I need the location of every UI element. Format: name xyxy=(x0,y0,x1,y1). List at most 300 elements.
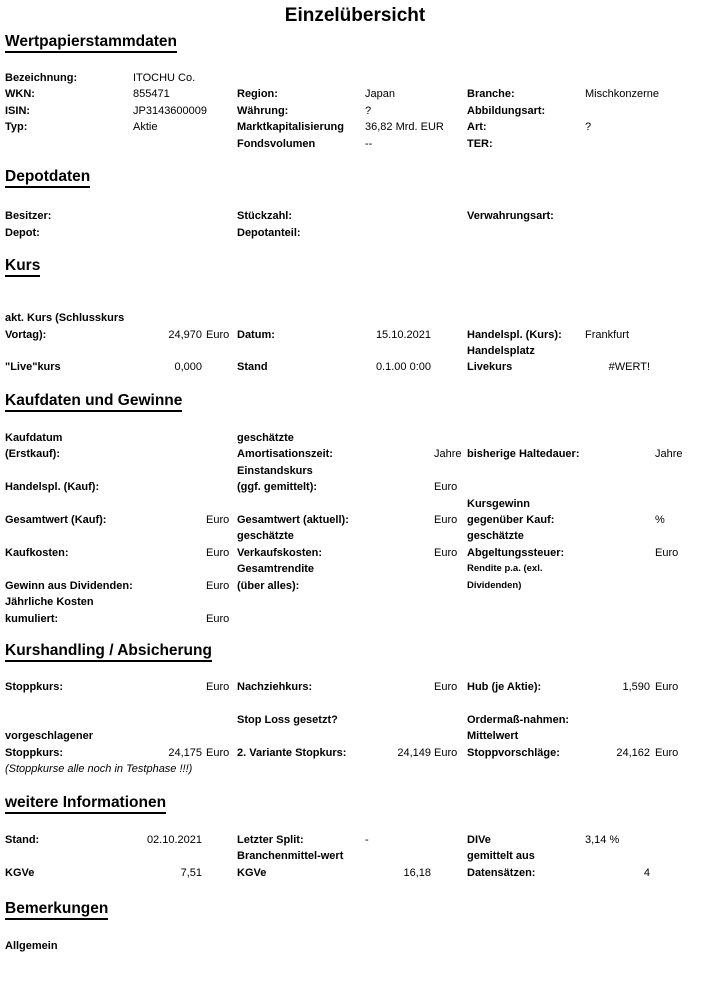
field-value xyxy=(585,496,700,512)
field-label xyxy=(467,225,585,241)
field-value xyxy=(133,578,228,594)
field-value xyxy=(365,712,460,728)
field-value: 36,82 Mrd. EUR xyxy=(365,121,444,134)
field-value xyxy=(585,696,700,712)
spacer xyxy=(460,512,467,528)
table-row xyxy=(5,848,705,864)
field-label xyxy=(237,696,365,712)
field-value xyxy=(585,430,700,446)
table-row xyxy=(5,865,705,881)
field-label: Stop Loss gesetzt? xyxy=(237,713,338,726)
field-unit: Euro xyxy=(206,328,230,341)
field-number xyxy=(133,578,202,594)
table-row xyxy=(5,832,705,848)
field-label: Amortisationszeit: xyxy=(237,448,333,461)
spacer xyxy=(228,208,237,224)
page-title: Einzelübersicht xyxy=(284,5,426,26)
spacer xyxy=(228,225,237,241)
section-kaufdaten-und-gewinne xyxy=(5,392,705,627)
field-label: Abgeltungssteuer: xyxy=(467,546,565,559)
field-value xyxy=(365,463,460,479)
field-unit: Euro xyxy=(434,514,458,526)
field-unit: Euro xyxy=(206,681,230,694)
field-label xyxy=(5,496,133,512)
field-value xyxy=(585,463,700,479)
spacer xyxy=(228,136,237,152)
field-label: Datum: xyxy=(237,328,275,341)
field-value xyxy=(585,225,700,241)
spacer xyxy=(460,359,467,375)
field-unit: Euro xyxy=(655,746,679,759)
field-label: Hub (je Aktie): xyxy=(467,681,542,694)
table-row xyxy=(5,327,705,343)
field-value xyxy=(585,103,700,119)
field-value xyxy=(365,728,460,744)
field-value xyxy=(133,463,228,479)
field-label xyxy=(467,938,585,954)
field-value xyxy=(133,479,228,495)
field-unit: Euro xyxy=(434,681,458,694)
field-label: Nachziehkurs: xyxy=(237,681,313,694)
field-label xyxy=(467,479,585,495)
field-number: 24,175 xyxy=(168,746,202,759)
field-value xyxy=(365,70,460,86)
section-rows xyxy=(5,679,705,778)
field-label: Art: xyxy=(467,121,487,134)
section-rows xyxy=(5,938,705,954)
field-label: WKN: xyxy=(5,88,35,101)
field-value xyxy=(365,545,460,561)
field-unit xyxy=(206,832,228,848)
field-label xyxy=(237,938,365,954)
section-depotdaten xyxy=(5,168,705,241)
spacer xyxy=(228,712,237,728)
table-row xyxy=(5,479,705,495)
field-number: 24,970 xyxy=(168,328,202,341)
field-value xyxy=(133,679,228,695)
spacer xyxy=(228,463,237,479)
section-heading: Kaufdaten und Gewinne xyxy=(5,392,182,412)
field-label: Depot: xyxy=(5,226,40,239)
field-value xyxy=(133,225,228,241)
spacer xyxy=(228,611,237,627)
field-label: Branchenmittel-wert xyxy=(237,850,344,863)
table-row xyxy=(5,561,705,577)
field-label: Typ: xyxy=(5,121,28,134)
field-value: 855471 xyxy=(133,88,170,101)
table-row xyxy=(5,728,705,744)
field-value xyxy=(133,446,228,462)
field-unit: Euro xyxy=(206,746,230,759)
section-rows xyxy=(5,832,705,881)
field-value xyxy=(133,136,228,152)
field-value xyxy=(585,745,700,761)
spacer xyxy=(460,728,467,744)
field-label: Livekurs xyxy=(467,361,513,374)
field-label: Mittelwert xyxy=(467,730,519,743)
field-label: KGVe xyxy=(5,866,35,879)
field-number: 15.10.2021 xyxy=(375,328,431,341)
field-value xyxy=(365,611,460,627)
field-number: 24,162 xyxy=(616,746,650,759)
field-label: geschätzte xyxy=(467,530,524,543)
field-value xyxy=(585,938,700,954)
table-row xyxy=(5,430,705,446)
field-label: akt. Kurs (Schlusskurs xyxy=(5,312,125,325)
field-value: Aktie xyxy=(133,121,158,134)
spacer xyxy=(228,528,237,544)
field-value: ITOCHU Co. xyxy=(133,72,196,84)
field-label: Stoppvorschläge: xyxy=(467,746,560,759)
field-label xyxy=(5,136,133,152)
field-label: Handelspl. (Kauf): xyxy=(5,481,100,494)
spacer xyxy=(460,225,467,241)
section-heading: Kurshandling / Absicherung xyxy=(5,642,212,662)
field-value: JP3143600009 xyxy=(133,104,208,117)
field-value xyxy=(133,327,228,343)
field-number xyxy=(133,545,202,561)
field-value: Japan xyxy=(365,88,395,101)
field-label: Handelspl. (Kurs): xyxy=(467,328,562,341)
section-rows xyxy=(5,430,705,627)
field-label: Verwahrungsart: xyxy=(467,210,554,223)
field-label: Dividenden) xyxy=(467,579,522,591)
table-row xyxy=(5,359,705,375)
section-weitere-informationen xyxy=(5,794,705,881)
field-value xyxy=(133,496,228,512)
field-label xyxy=(467,463,585,479)
spacer xyxy=(460,103,467,119)
table-row xyxy=(5,679,705,695)
field-label: bisherige Haltedauer: xyxy=(467,448,580,461)
field-unit xyxy=(655,359,700,375)
field-value xyxy=(365,865,460,881)
table-row xyxy=(5,938,705,954)
field-number xyxy=(585,545,650,561)
field-value xyxy=(585,712,700,728)
section-kurshandling-absicherung xyxy=(5,642,705,778)
section-heading: Bemerkungen xyxy=(5,900,108,920)
table-row xyxy=(5,712,705,728)
field-value xyxy=(365,561,460,577)
field-value xyxy=(365,848,460,864)
section-heading: Wertpapierstammdaten xyxy=(5,33,177,53)
table-row xyxy=(5,611,705,627)
spacer xyxy=(460,745,467,761)
field-value xyxy=(365,679,460,695)
field-label: (Erstkauf): xyxy=(5,448,61,461)
spacer xyxy=(460,865,467,881)
spacer xyxy=(228,938,237,954)
field-unit: Jahre xyxy=(434,448,462,461)
field-value: 3,14 % xyxy=(585,833,620,846)
field-value xyxy=(133,611,228,627)
section-wertpapierstammdaten xyxy=(5,33,705,152)
field-value: Mischkonzerne xyxy=(585,88,659,101)
field-value xyxy=(133,712,228,728)
field-label: Besitzer: xyxy=(5,210,52,223)
field-label: Bezeichnung: xyxy=(5,72,78,84)
field-unit: Euro xyxy=(434,746,458,759)
field-value xyxy=(133,359,228,375)
spacer xyxy=(460,86,467,102)
field-value xyxy=(133,545,228,561)
field-number xyxy=(365,679,431,695)
field-unit: Euro xyxy=(206,579,230,592)
field-label: Region: xyxy=(237,88,278,101)
field-value xyxy=(365,343,460,359)
spacer xyxy=(460,327,467,343)
field-value xyxy=(133,528,228,544)
field-label: Letzter Split: xyxy=(237,833,304,846)
spacer xyxy=(460,578,467,594)
field-value: -- xyxy=(365,137,373,150)
field-unit: Euro xyxy=(206,612,230,625)
spacer xyxy=(228,70,237,86)
field-label: (über alles): xyxy=(237,579,300,592)
field-value xyxy=(585,728,700,744)
spacer xyxy=(228,696,237,712)
field-value xyxy=(365,745,460,761)
field-value xyxy=(365,225,460,241)
field-value xyxy=(365,359,460,375)
field-value xyxy=(133,310,228,326)
field-value xyxy=(133,594,228,610)
field-label xyxy=(5,561,133,577)
table-row xyxy=(5,545,705,561)
spacer xyxy=(228,359,237,375)
field-value xyxy=(133,745,228,761)
field-value xyxy=(585,479,700,495)
field-label xyxy=(5,463,133,479)
field-label: DIVe xyxy=(467,833,491,846)
field-value: Frankfurt xyxy=(585,328,630,341)
field-value xyxy=(133,430,228,446)
spacer xyxy=(228,545,237,561)
field-label: Stoppkurs: xyxy=(5,746,64,759)
field-label xyxy=(467,611,585,627)
field-label xyxy=(237,496,365,512)
table-row xyxy=(5,446,705,462)
field-label: Verkaufskosten: xyxy=(237,546,322,559)
spacer xyxy=(228,479,237,495)
field-value xyxy=(585,208,700,224)
field-value xyxy=(585,865,700,881)
spacer xyxy=(228,327,237,343)
field-label: Gewinn aus Dividenden: xyxy=(5,579,133,592)
field-label: Gesamtrendite xyxy=(237,563,315,576)
table-row xyxy=(5,761,705,777)
table-row xyxy=(5,225,705,241)
spacer xyxy=(460,310,467,326)
field-label: 2. Variante Stopkurs: xyxy=(237,746,347,759)
field-unit: Euro xyxy=(434,481,458,494)
field-unit: Euro xyxy=(206,514,230,526)
field-number: 4 xyxy=(643,866,650,879)
section-bemerkungen xyxy=(5,900,705,954)
field-number xyxy=(133,512,202,528)
field-label: "Live"kurs xyxy=(5,361,61,374)
field-value xyxy=(365,512,460,528)
field-number xyxy=(585,446,650,462)
field-label xyxy=(5,712,133,728)
field-value xyxy=(585,359,700,375)
spacer xyxy=(228,728,237,744)
field-value xyxy=(585,848,700,864)
field-value xyxy=(585,679,700,695)
field-number: 16,18 xyxy=(403,866,431,879)
field-number: 24,149 xyxy=(397,746,431,759)
table-row xyxy=(5,70,705,86)
field-label xyxy=(237,728,365,744)
spacer xyxy=(460,343,467,359)
table-row xyxy=(5,310,705,326)
table-row xyxy=(5,86,705,102)
field-value xyxy=(585,310,700,326)
field-label: Ordermaß-nahmen: xyxy=(467,713,570,726)
spacer xyxy=(228,103,237,119)
spacer xyxy=(460,848,467,864)
spacer xyxy=(460,430,467,446)
field-value xyxy=(585,136,700,152)
table-row xyxy=(5,463,705,479)
report-page xyxy=(0,4,705,954)
field-number: 0.1.00 0:00 xyxy=(375,361,431,374)
table-row xyxy=(5,528,705,544)
field-label: Marktkapitalisierung xyxy=(237,121,344,134)
field-value xyxy=(365,479,460,495)
spacer xyxy=(228,561,237,577)
field-label: Depotanteil: xyxy=(237,226,301,239)
field-label: Kursgewinn xyxy=(467,497,530,510)
field-label: kumuliert: xyxy=(5,612,59,625)
field-number xyxy=(133,679,202,695)
spacer xyxy=(228,594,237,610)
field-number: 1,590 xyxy=(622,681,650,694)
field-value xyxy=(585,70,700,86)
section-heading: Depotdaten xyxy=(5,168,90,188)
spacer xyxy=(460,528,467,544)
section-rows xyxy=(5,70,705,152)
field-label: TER: xyxy=(467,137,493,150)
field-unit: % xyxy=(655,514,665,526)
field-label xyxy=(237,343,365,359)
table-row xyxy=(5,696,705,712)
field-value xyxy=(365,696,460,712)
field-label xyxy=(467,594,585,610)
section-kurs xyxy=(5,257,705,376)
field-label xyxy=(237,594,365,610)
field-unit xyxy=(206,865,228,881)
field-label xyxy=(467,696,585,712)
spacer xyxy=(228,848,237,864)
field-label: KGVe xyxy=(237,866,267,879)
field-value xyxy=(585,446,700,462)
section-heading: weitere Informationen xyxy=(5,794,166,814)
field-unit xyxy=(434,359,460,375)
table-row xyxy=(5,512,705,528)
spacer xyxy=(228,865,237,881)
spacer xyxy=(228,512,237,528)
field-unit: Euro xyxy=(655,546,679,559)
field-value xyxy=(585,561,700,577)
field-label xyxy=(237,310,365,326)
field-value xyxy=(133,865,228,881)
field-label xyxy=(5,528,133,544)
spacer xyxy=(460,712,467,728)
field-label: Handelsplatz xyxy=(467,344,535,357)
field-value xyxy=(133,832,228,848)
field-label xyxy=(467,310,585,326)
field-unit xyxy=(206,359,228,375)
spacer xyxy=(460,479,467,495)
spacer xyxy=(228,446,237,462)
field-label: ISIN: xyxy=(5,104,31,117)
field-label: Gesamtwert (Kauf): xyxy=(5,514,107,526)
section-heading: Kurs xyxy=(5,257,40,277)
field-value xyxy=(585,545,700,561)
field-value xyxy=(365,594,460,610)
field-number xyxy=(365,545,431,561)
spacer xyxy=(460,561,467,577)
spacer xyxy=(460,463,467,479)
spacer xyxy=(228,86,237,102)
field-value xyxy=(365,528,460,544)
field-unit: Jahre xyxy=(655,448,683,461)
field-value xyxy=(133,343,228,359)
spacer xyxy=(460,832,467,848)
table-row xyxy=(5,208,705,224)
field-number: 7,51 xyxy=(180,866,202,879)
field-value xyxy=(585,594,700,610)
spacer xyxy=(460,208,467,224)
field-value xyxy=(133,208,228,224)
spacer xyxy=(228,745,237,761)
field-number xyxy=(133,611,202,627)
field-number xyxy=(585,512,650,528)
spacer xyxy=(460,611,467,627)
field-label: Datensätzen: xyxy=(467,866,536,879)
spacer xyxy=(228,343,237,359)
field-value xyxy=(133,512,228,528)
field-value: ? xyxy=(365,104,372,117)
field-label: Kaufkosten: xyxy=(5,546,69,559)
field-unit: Euro xyxy=(206,546,230,559)
field-label: vorgeschlagener xyxy=(5,730,94,743)
field-label xyxy=(5,848,133,864)
spacer xyxy=(228,496,237,512)
spacer xyxy=(460,496,467,512)
field-label: Fondsvolumen xyxy=(237,137,316,150)
table-row xyxy=(5,496,705,512)
field-value xyxy=(133,561,228,577)
field-label: gegenüber Kauf: xyxy=(467,514,555,526)
field-value xyxy=(365,446,460,462)
field-label: Währung: xyxy=(237,104,289,117)
table-row xyxy=(5,103,705,119)
field-value xyxy=(365,208,460,224)
field-value xyxy=(365,327,460,343)
field-value: - xyxy=(365,833,369,846)
field-label: Allgemein xyxy=(5,940,58,952)
field-value xyxy=(365,496,460,512)
field-label: (Stoppkurse alle noch in Testphase !!!) xyxy=(5,763,193,776)
field-label: Stoppkurs: xyxy=(5,681,64,694)
spacer xyxy=(228,119,237,135)
spacer xyxy=(228,679,237,695)
spacer xyxy=(460,545,467,561)
field-label xyxy=(237,611,365,627)
